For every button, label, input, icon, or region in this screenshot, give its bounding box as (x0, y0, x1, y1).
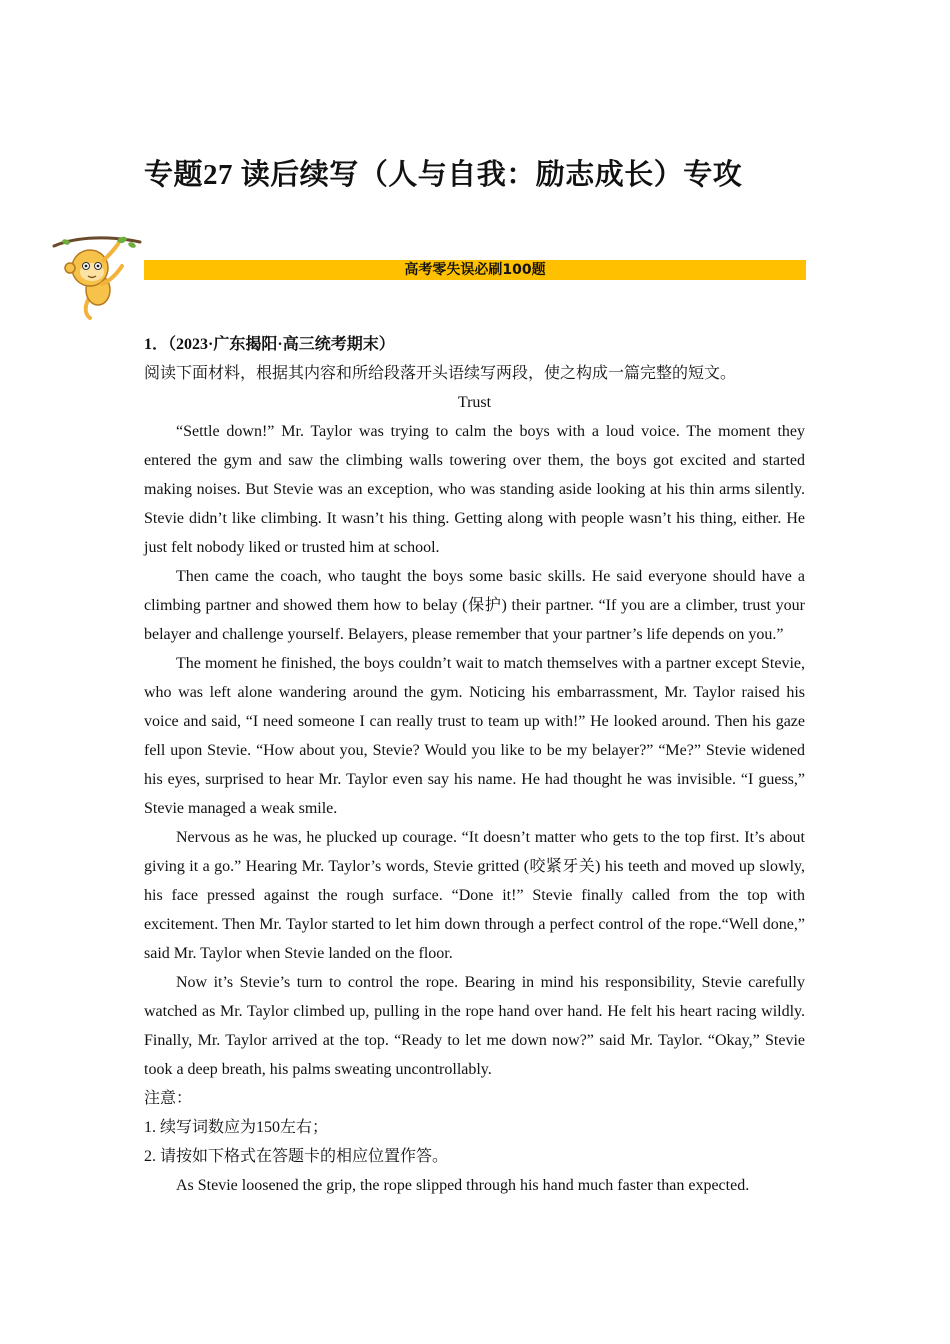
question-source: （2023·广东揭阳·高三统考期末） (168, 336, 395, 353)
notes-label: 注意： (144, 1090, 193, 1107)
continuation-start: As Stevie loosened the grip, the rope slipped through his hand much faster than expected. (176, 1177, 750, 1194)
passage-paragraph-5: Now it’s Stevie’s turn to control the rope. Bearing in mind his responsibility, Stevie carefully watched as Mr. Taylor climbed up, pulling in the rope hand over hand. He felt his heart racing wildly. Finally, Mr. Taylor arrived at the top. “Ready to let me down now?” said Mr. Taylor. “Okay,” Stevie took a deep breath, his palms sweating uncontrollably. (144, 974, 805, 1078)
section-banner: 高考零失误必刷100题 (144, 260, 806, 280)
question-number: 1． (144, 336, 169, 353)
passage-title: Trust (457, 394, 492, 411)
monkey-mascot-icon (52, 232, 142, 324)
passage-paragraph-1: “Settle down!” Mr. Taylor was trying to calm the boys with a loud voice. The moment they entered the gym and saw the climbing walls towering over them, the boys got excited and started making noises. But Stevie was an exception, who was standing aside looking at his thin arms silently. Stevie didn’t like climbing. It wasn’t his thing. Getting along with people wasn’t his thing, either. He just felt nobody liked or trusted him at school. (144, 423, 805, 556)
note-item-2: 2. 请按如下格式在答题卡的相应位置作答。 (144, 1148, 449, 1165)
page-title: 专题27 读后续写（人与自我：励志成长）专攻 (144, 159, 743, 191)
passage-paragraph-3: The moment he finished, the boys couldn’t wait to match themselves with a partner except Stevie, who was left alone wandering around the gym. Noticing his embarrassment, Mr. Taylor raised his voice and said, “I need someone I can really trust to team up with!” He looked around. Then his gaze fell upon Stevie. “How about you, Stevie? Would you like to be my belayer?” “Me?” Stevie widened his eyes, surprised to hear Mr. Taylor even say his name. He had thought he was invisible. “I guess,” Stevie managed a weak smile. (144, 655, 805, 817)
question-instruction: 阅读下面材料，根据其内容和所给段落开头语续写两段，使之构成一篇完整的短文。 (144, 365, 737, 382)
note-item-1: 1. 续写词数应为150左右； (144, 1119, 329, 1136)
passage-paragraph-2: Then came the coach, who taught the boys some basic skills. He said everyone should have a climbing partner and showed them how to belay (保护) their partner. “If you are a climber, trust your belayer and challenge yourself. Belayers, please remember that your partner’s life depends on you.” (144, 568, 805, 643)
passage-paragraph-4: Nervous as he was, he plucked up courage. “It doesn’t matter who gets to the top first. It’s about giving it a go.” Hearing Mr. Taylor’s words, Stevie gritted (咬紧牙关) his teeth and moved up slowly, his face pressed against the rough surface. “Done it!” Stevie finally called from the top with excitement. Then Mr. Taylor started to let him down through a perfect control of the rope.“Well done,” said Mr. Taylor when Stevie landed on the floor. (144, 829, 805, 962)
question-block (144, 330, 805, 1200)
question-header (144, 330, 805, 359)
